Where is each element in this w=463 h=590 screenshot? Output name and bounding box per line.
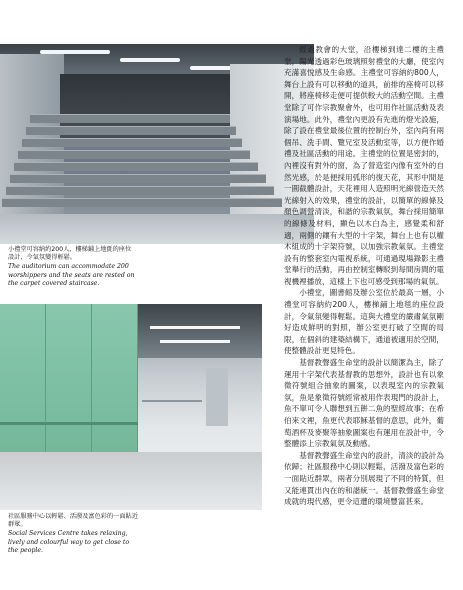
carpet-step bbox=[14, 162, 258, 171]
auditorium-photo bbox=[0, 44, 314, 244]
article-paragraph: 基督教聲盛生命堂的設計以簡潔為主，除了運用十字架代表基督教的思想外，設計也有以象徵符號組合抽象的圖案，以表現室內的宗教氣氛，魚是象徵符號經常被用作表現門的設計上，魚不單可令人聯想到五餅二魚的聖經故事；在希伯來文裡，魚更代表耶穌基督的意思，此外，葡萄酒杯及麥聚等抽象圖案也有運用在設計中，令整體添上宗教氣氛及動感。 bbox=[284, 358, 444, 449]
social-services-caption bbox=[8, 513, 138, 555]
caption-english: Social Services Centre takes relaxing, lively and colourful way to get close to the people. bbox=[8, 530, 130, 554]
caption-chinese: 社區服務中心以輕鬆、活潑及富色彩的一面貼近群眾。 bbox=[8, 513, 138, 529]
auditorium-caption bbox=[8, 246, 136, 288]
hallway-door bbox=[206, 368, 228, 426]
article-body bbox=[284, 44, 444, 584]
hallway-ceiling bbox=[138, 304, 262, 358]
centre-floor bbox=[0, 452, 262, 510]
carpet-step bbox=[10, 174, 266, 183]
carpet-step bbox=[6, 186, 274, 195]
auditorium-floor bbox=[0, 214, 314, 244]
carpet-step bbox=[30, 114, 230, 123]
carpet-step bbox=[2, 198, 282, 207]
article-paragraph: 基督教聲盛生命堂內的設計，清淡的設計為依歸；社區服務中心則以輕鬆，活潑及富色彩的一面貼近群眾，兩者分別展現了不同的特質，但又能連貫出內在的和諧統一。基督教聲盛生命堂成就的現代感，更令這遭的環境豐富甚來。 bbox=[284, 450, 444, 507]
caption-chinese: 小禮堂可容納約200人，樓梯鋪上地氈的座位設計，令氣氛變得輕鬆。 bbox=[8, 246, 132, 262]
hallway-light bbox=[150, 326, 240, 329]
caption-english: The auditorium can accommodate 200 worshippers and the seats are rested on the carpet covered staircase. bbox=[8, 263, 135, 287]
hallway-light bbox=[160, 340, 230, 343]
carpet-step bbox=[26, 126, 236, 135]
hallway-railing bbox=[142, 400, 202, 402]
social-services-photo bbox=[0, 304, 262, 510]
article-paragraph: 經過教會的大堂，沿樓梯到達二樓的主禮堂，陽光透過彩色玻璃照射禮堂的大廳，使室內充滿喜悅感及生命感。主禮堂可容納約800人，舞台上設有可以移動的道具，前排的座椅可以移開，將座椅移走便可提供較大的活動空間。主禮堂除了可作宗教聚會外，也可用作社區活動及表演場地。此外，禮堂內更設有先進的燈光設施，除了設在禮堂最後位置的控制台外，室內尚有兩個吊、洗手間、覽兄室及活動室等，以方便作婚禮及社區活動的用途。主禮堂的位置是密封的，內裡沒有對外的窗，為了營造室內像有室外的自然光感，於是便採用弧形的復天花，其形中間是一圓截體設計，天花裡用人造照明光線營造天然光線射入的效果，禮堂的設計，以簡單的線條及顏色調營清淡，和諧的宗教氣氛，舞台採用簡單的線條及材料，顯色以木白為主，感覺柔和舒適，兩側的鑲有大型的十字架，舞台上也有以權木組成的十字架符號，以加強宗教氣氛。主禮堂設有的整套室內電視系統，可通過現場錄影主禮堂舉行的活動，再由控制室轉駁到每間房間的電視機裡播放，這樣上下也可感受到那場的氣氛。 bbox=[284, 45, 444, 286]
ceiling-light bbox=[120, 58, 180, 62]
carpet-step bbox=[18, 150, 250, 159]
wall-rail bbox=[0, 422, 138, 425]
carpet-step bbox=[22, 138, 242, 147]
article-paragraph: 小禮堂，圖書館及辦公室位於最高一層，小禮堂可容納約200人，樓梯鋪上地毯的座位設計，令氣氛變得輕鬆。這與大禮堂的嚴肅氣氛剛好造成鮮明的對照，辦公室更打破了空間的局限，在個斜的建築結構下，通道被適用於空間，使整體設計更見特色。 bbox=[284, 288, 444, 356]
